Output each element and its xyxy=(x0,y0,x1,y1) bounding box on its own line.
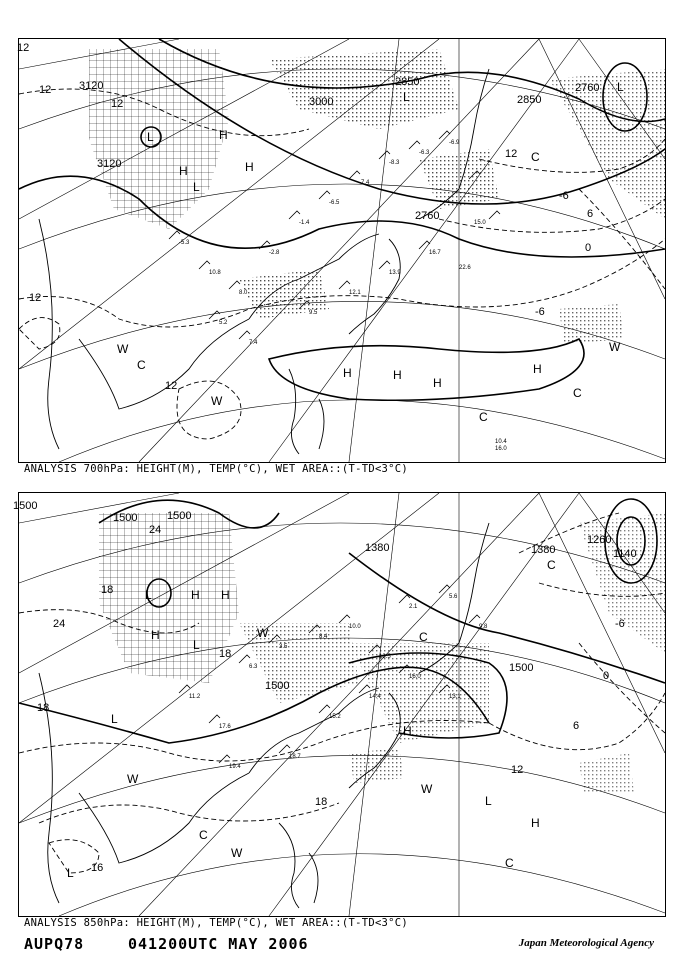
caption-850hpa: ANALYSIS 850hPa: HEIGHT(M), TEMP(°C), WET AREA::(T-TD<3°C) xyxy=(24,917,409,929)
height-label: 3120 xyxy=(97,158,122,170)
low-center: L xyxy=(617,80,624,94)
svg-text:7.4: 7.4 xyxy=(249,340,258,346)
temp-label: 6 xyxy=(587,208,594,220)
svg-text:-6.9: -6.9 xyxy=(449,140,460,146)
svg-text:10.0: 10.0 xyxy=(349,624,361,630)
low-center: L xyxy=(111,712,118,726)
temp-label: 24 xyxy=(149,524,162,536)
cold-center: C xyxy=(531,150,540,164)
temp-label: -6 xyxy=(559,190,569,202)
high-center: H xyxy=(433,376,442,390)
cold-center: C xyxy=(573,386,582,400)
height-label: 2760 xyxy=(575,82,600,94)
high-center: H xyxy=(221,588,230,602)
svg-text:-8.3: -8.3 xyxy=(389,160,400,166)
warm-center: W xyxy=(609,340,621,354)
map-850hpa-canvas xyxy=(13,493,665,916)
svg-text:-6.3: -6.3 xyxy=(419,150,430,156)
svg-text:12.1: 12.1 xyxy=(349,290,361,296)
low-center: L xyxy=(145,588,152,602)
svg-text:16.7: 16.7 xyxy=(429,250,441,256)
temp-label: 0 xyxy=(603,670,610,682)
high-center: H xyxy=(533,362,542,376)
height-label: 1500 xyxy=(265,680,290,692)
temp-label: 18 xyxy=(219,648,232,660)
temp-label: 12 xyxy=(29,292,42,304)
temp-label: 12 xyxy=(17,42,30,54)
cold-center: C xyxy=(137,358,146,372)
temp-label: 0 xyxy=(585,242,592,254)
temp-label: 24 xyxy=(53,618,66,630)
high-center: H xyxy=(403,724,412,738)
height-label: 1140 xyxy=(613,548,637,560)
high-center: H xyxy=(531,816,540,830)
svg-text:14.4: 14.4 xyxy=(369,694,381,700)
svg-text:-2.8: -2.8 xyxy=(269,250,280,256)
svg-text:11.2: 11.2 xyxy=(189,694,201,700)
low-center: L xyxy=(147,130,154,144)
svg-text:8.0: 8.0 xyxy=(239,290,248,296)
temp-label: 12 xyxy=(39,84,52,96)
temp-label: -6 xyxy=(615,618,625,630)
high-center: H xyxy=(151,628,160,642)
temp-label: 18 xyxy=(37,702,50,714)
svg-text:17.6: 17.6 xyxy=(219,724,231,730)
height-label: 3000 xyxy=(309,96,334,108)
agency-credit: Japan Meteorological Agency xyxy=(518,937,654,949)
height-label: 1260 xyxy=(587,534,612,546)
temp-label: 12 xyxy=(165,380,178,392)
cold-center: C xyxy=(419,630,428,644)
svg-text:3.5: 3.5 xyxy=(279,644,288,650)
svg-text:10.8: 10.8 xyxy=(209,270,221,276)
cold-center: C xyxy=(505,856,514,870)
height-label: 3120 xyxy=(79,80,104,92)
map-700hpa xyxy=(18,38,666,463)
temp-label: 18 xyxy=(315,796,328,808)
cold-center: C xyxy=(479,410,488,424)
warm-center: W xyxy=(211,394,223,408)
warm-center: W xyxy=(117,342,129,356)
high-center: H xyxy=(191,588,200,602)
low-center: L xyxy=(67,866,74,880)
svg-text:13.9: 13.9 xyxy=(389,270,401,276)
wet-areas xyxy=(99,513,665,793)
svg-text:9.8: 9.8 xyxy=(479,624,488,630)
svg-text:-1.4: -1.4 xyxy=(299,220,310,226)
svg-text:15.2: 15.2 xyxy=(329,714,341,720)
low-center: L xyxy=(403,90,410,104)
height-label: 1500 xyxy=(13,500,38,512)
svg-text:15.0: 15.0 xyxy=(474,220,486,226)
svg-text:2.1: 2.1 xyxy=(409,604,418,610)
svg-text:18.7: 18.7 xyxy=(289,754,301,760)
height-label: 1380 xyxy=(531,544,556,556)
svg-text:5.2: 5.2 xyxy=(219,320,228,326)
low-center: L xyxy=(193,180,200,194)
svg-text:-6.5: -6.5 xyxy=(329,200,340,206)
caption-700hpa: ANALYSIS 700hPa: HEIGHT(M), TEMP(°C), WET AREA::(T-TD<3°C) xyxy=(24,463,409,475)
high-center: H xyxy=(179,164,188,178)
low-center: L xyxy=(193,638,200,652)
height-label: 1500 xyxy=(167,510,192,522)
map-700hpa-canvas xyxy=(19,39,665,462)
height-label: 2850 xyxy=(395,76,420,88)
svg-text:16.0: 16.0 xyxy=(409,674,421,680)
svg-text:6.3: 6.3 xyxy=(249,664,258,670)
high-center: H xyxy=(393,368,402,382)
high-center: H xyxy=(343,366,352,380)
height-label: 1380 xyxy=(365,542,390,554)
svg-text:13.1: 13.1 xyxy=(449,694,461,700)
svg-text:13.5: 13.5 xyxy=(379,654,391,660)
chart-code: AUPQ78 xyxy=(24,935,85,953)
warm-center: W xyxy=(257,626,269,640)
temp-label: 12 xyxy=(511,764,524,776)
valid-time: 041200UTC MAY 2006 xyxy=(128,935,309,953)
temp-label: 12 xyxy=(111,98,124,110)
svg-text:22.6: 22.6 xyxy=(459,265,471,271)
temp-label: 12 xyxy=(505,148,518,160)
warm-center: W xyxy=(231,846,243,860)
station-note: 10.4 16.0 xyxy=(495,439,507,452)
svg-text:19.4: 19.4 xyxy=(229,764,241,770)
svg-text:8.4: 8.4 xyxy=(319,634,328,640)
warm-center: W xyxy=(421,782,433,796)
svg-text:-7.4: -7.4 xyxy=(359,180,370,186)
high-center: H xyxy=(219,128,228,142)
svg-text:-5.3: -5.3 xyxy=(179,240,190,246)
map-850hpa xyxy=(13,492,666,917)
height-label: 1500 xyxy=(113,512,138,524)
cold-center: C xyxy=(199,828,208,842)
svg-text:9.5: 9.5 xyxy=(309,310,318,316)
height-label: 2760 xyxy=(415,210,440,222)
temp-label: 6 xyxy=(573,720,580,732)
cold-center: C xyxy=(547,558,556,572)
warm-center: W xyxy=(127,772,139,786)
low-center: L xyxy=(485,794,492,808)
height-label: 2850 xyxy=(517,94,542,106)
temp-label: 18 xyxy=(101,584,114,596)
high-center: H xyxy=(245,160,254,174)
svg-text:5.6: 5.6 xyxy=(449,594,458,600)
temp-label: -6 xyxy=(535,306,545,318)
height-label: 1500 xyxy=(509,662,534,674)
temp-label: 16 xyxy=(91,862,104,874)
